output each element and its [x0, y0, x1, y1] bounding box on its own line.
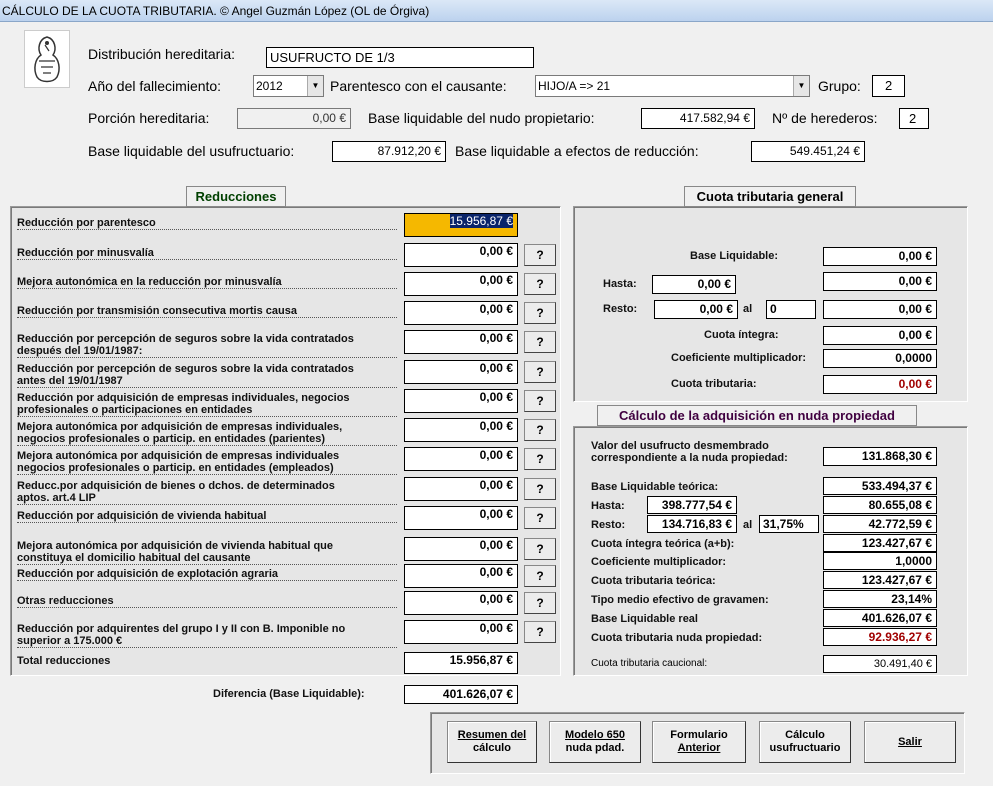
help-button[interactable]: ?: [524, 448, 556, 470]
nuda-cuota-field: 92.936,27 €: [823, 628, 937, 646]
nuda-valor-label-2: correspondiente a la nuda propiedad:: [591, 452, 788, 464]
calculo-usufructuario-button[interactable]: [759, 721, 851, 763]
nuda-integra-field: 123.427,67 €: [823, 534, 937, 552]
base-nudo-field[interactable]: 417.582,94 €: [641, 108, 755, 129]
diferencia-label: Diferencia (Base Liquidable):: [213, 688, 365, 700]
reduccion-value-field[interactable]: 0,00 €: [404, 447, 518, 471]
diferencia-field: 401.626,07 €: [404, 685, 518, 704]
reduccion-label-line-2: superior a 175.000 €: [17, 635, 397, 648]
nuda-tipo-field: 23,14%: [823, 590, 937, 608]
cg-integra-field: 0,00 €: [823, 326, 937, 345]
reduccion-label-line-2: negocios profesionales o particip. en entidades (parientes): [17, 433, 397, 446]
salir-button-label: Salir: [898, 735, 922, 748]
cg-resto-label: Resto:: [603, 303, 638, 315]
nuda-cuota-teorica-field: 123.427,67 €: [823, 571, 937, 589]
formulario-button-line-2: Anterior: [677, 742, 721, 754]
help-button[interactable]: ?: [524, 507, 556, 529]
caucional-field: 30.491,40 €: [823, 655, 937, 673]
reduccion-label-line-2: aptos. art.4 LIP: [17, 492, 397, 505]
nuda-coef-field: 1,0000: [823, 552, 937, 570]
nuda-cuota-teorica-label: Cuota tributaria teórica:: [591, 575, 716, 587]
reduccion-value-field[interactable]: 0,00 €: [404, 620, 518, 644]
modelo-650-button[interactable]: [549, 721, 641, 763]
reduccion-value-field[interactable]: 0,00 €: [404, 506, 518, 530]
formulario-button-line-1: Formulario: [670, 729, 728, 741]
help-button[interactable]: ?: [524, 419, 556, 441]
cuota-general-title: Cuota tributaria general: [684, 186, 856, 207]
help-button[interactable]: ?: [524, 390, 556, 412]
cg-base-field: 0,00 €: [823, 247, 937, 266]
cg-cuota-field: 0,00 €: [823, 375, 937, 394]
selected-value-highlight: 15.956,87 €: [449, 214, 513, 228]
base-usufr-label: Base liquidable del usufructuario:: [88, 143, 295, 159]
reduccion-label: Reducc.por adquisición de bienes o dchos. de determinados: [17, 480, 335, 492]
cg-base-label: Base Liquidable:: [690, 250, 779, 262]
cg-hasta-right-field: 0,00 €: [823, 272, 937, 291]
nuda-base-real-label: Base Liquidable real: [591, 613, 698, 625]
reduccion-label: Reducción por adquisición de explotación agraria: [17, 568, 397, 581]
salir-button[interactable]: [864, 721, 956, 763]
help-button[interactable]: ?: [524, 244, 556, 266]
help-button[interactable]: ?: [524, 273, 556, 295]
nuda-cuota-label: Cuota tributaria nuda propiedad:: [591, 632, 763, 644]
reduccion-value-field[interactable]: 0,00 €: [404, 418, 518, 442]
calculo-button-line-1: Cálculo: [785, 729, 825, 741]
reduccion-label: Reducción por transmisión consecutiva mortis causa: [17, 305, 397, 318]
base-reduccion-field[interactable]: 549.451,24 €: [751, 141, 865, 162]
resumen-button-line-1: Resumen del: [457, 729, 527, 741]
porcion-label: Porción hereditaria:: [88, 110, 210, 126]
reduccion-value-field[interactable]: 0,00 €: [404, 564, 518, 588]
logo-icon: [24, 30, 70, 88]
porcion-field: 0,00 €: [237, 108, 351, 129]
reduccion-label: Reducción por adquisición de empresas individuales, negocios: [17, 392, 350, 404]
cg-resto-field: 0,00 €: [654, 300, 738, 319]
total-reducciones-field: 15.956,87 €: [404, 652, 518, 674]
grupo-label: Grupo:: [818, 78, 861, 94]
nuda-base-real-field: 401.626,07 €: [823, 609, 937, 627]
window-title: CÁLCULO DE LA CUOTA TRIBUTARIA. © Angel Guzmán López (OL de Órgiva): [0, 0, 993, 22]
anio-select-value: 2012: [256, 79, 283, 93]
reduccion-value-field[interactable]: 0,00 €: [404, 301, 518, 325]
nuda-base-teorica-field: 533.494,37 €: [823, 477, 937, 495]
reduccion-value-field[interactable]: 0,00 €: [404, 591, 518, 615]
nuda-hasta-right-field: 80.655,08 €: [823, 496, 937, 514]
help-button[interactable]: ?: [524, 478, 556, 500]
base-reduccion-label: Base liquidable a efectos de reducción:: [455, 143, 699, 159]
nuda-valor-label-1: Valor del usufructo desmembrado: [591, 440, 769, 452]
reduccion-value-field[interactable]: 0,00 €: [404, 272, 518, 296]
cg-coef-label: Coeficiente multiplicador:: [671, 352, 807, 364]
parentesco-select-value: HIJO/A => 21: [538, 79, 611, 93]
herederos-label: Nº de herederos:: [772, 110, 878, 126]
nuda-hasta-field: 398.777,54 €: [647, 496, 737, 514]
modelo-button-line-2: nuda pdad.: [565, 742, 625, 754]
help-button[interactable]: ?: [524, 592, 556, 614]
parentesco-label: Parentesco con el causante:: [330, 78, 507, 94]
cg-al-label: al: [743, 303, 753, 315]
help-button[interactable]: ?: [524, 361, 556, 383]
reduccion-value-field[interactable]: 0,00 €: [404, 537, 518, 561]
reduccion-label: Mejora autonómica por adquisición de vivienda habitual que: [17, 540, 333, 552]
reduccion-label: Reducción por percepción de seguros sobre la vida contratados: [17, 363, 354, 375]
resumen-button[interactable]: [447, 721, 537, 763]
nuda-resto-label: Resto:: [591, 519, 626, 531]
chevron-down-icon[interactable]: ▼: [793, 76, 809, 96]
caucional-label: Cuota tributaria caucional:: [591, 658, 708, 669]
cg-integra-label: Cuota íntegra:: [704, 329, 779, 341]
nuda-coef-label: Coeficiente multiplicador:: [591, 556, 727, 568]
reduccion-label: Reducción por percepción de seguros sobre la vida contratados: [17, 333, 354, 345]
nuda-integra-label: Cuota íntegra teórica (a+b):: [591, 538, 735, 550]
reduccion-label: Reducción por minusvalía: [17, 247, 397, 260]
nuda-tipo-label: Tipo medio efectivo de gravamen:: [591, 594, 769, 606]
cg-resto-right-field: 0,00 €: [823, 300, 937, 319]
help-button[interactable]: ?: [524, 538, 556, 560]
reduccion-label-line-2: constituya el domicilio habitual del causante: [17, 552, 397, 565]
grupo-field[interactable]: 2: [872, 75, 905, 97]
total-reducciones-label: Total reducciones: [17, 655, 111, 667]
distribucion-label: Distribución hereditaria:: [88, 46, 236, 62]
parentesco-select[interactable]: [535, 75, 810, 97]
nuda-al-field: 31,75%: [759, 515, 819, 533]
chevron-down-icon[interactable]: ▼: [307, 76, 323, 96]
nuda-base-teorica-label: Base Liquidable teórica:: [591, 481, 719, 493]
cg-coef-field: 0,0000: [823, 349, 937, 368]
reduccion-label: Mejora autonómica en la reducción por minusvalía: [17, 276, 397, 289]
cg-hasta-label: Hasta:: [603, 278, 637, 290]
reduccion-value-field[interactable]: 0,00 €: [404, 360, 518, 384]
reduccion-value-field[interactable]: 0,00 €: [404, 477, 518, 501]
help-button[interactable]: ?: [524, 331, 556, 353]
reduccion-label: Otras reducciones: [17, 595, 397, 608]
nuda-al-label: al: [743, 519, 753, 531]
nuda-hasta-label: Hasta:: [591, 500, 625, 512]
reduccion-label: Reducción por parentesco: [17, 217, 397, 230]
reduccion-label-line-2: antes del 19/01/1987: [17, 375, 397, 388]
cg-cuota-label: Cuota tributaria:: [671, 378, 757, 390]
base-usufr-field[interactable]: 87.912,20 €: [332, 141, 446, 162]
resumen-button-line-2: cálculo: [473, 742, 511, 754]
help-button[interactable]: ?: [524, 621, 556, 643]
modelo-button-line-1: Modelo 650: [565, 729, 625, 741]
help-button[interactable]: ?: [524, 565, 556, 587]
anio-label: Año del fallecimiento:: [88, 78, 222, 94]
reduccion-value-field[interactable]: 0,00 €: [404, 243, 518, 267]
reduccion-label: Reducción por adquirentes del grupo I y II con B. Imponible no: [17, 623, 346, 635]
reduccion-label: Reducción por adquisición de vivienda habitual: [17, 510, 397, 523]
reduccion-label: Mejora autonómica por adquisición de empresas individuales,: [17, 421, 343, 433]
nuda-resto-field: 134.716,83 €: [647, 515, 737, 533]
reducciones-title: Reducciones: [186, 186, 286, 207]
formulario-anterior-button[interactable]: [652, 721, 746, 763]
cg-al-field: 0: [766, 300, 816, 319]
nuda-title: Cálculo de la adquisición en nuda propiedad: [597, 405, 917, 426]
reduccion-label: Mejora autonómica por adquisición de empresas individuales: [17, 450, 340, 462]
cg-hasta-field: 0,00 €: [652, 275, 736, 294]
distribucion-field[interactable]: USUFRUCTO DE 1/3: [266, 47, 534, 68]
reduccion-value-field[interactable]: 0,00 €: [404, 330, 518, 354]
reduccion-value-field[interactable]: 0,00 €: [404, 389, 518, 413]
reduccion-label-line-2: profesionales o participaciones en entidades: [17, 404, 397, 417]
herederos-field[interactable]: 2: [899, 108, 929, 129]
calculo-button-line-2: usufructuario: [769, 742, 841, 754]
help-button[interactable]: ?: [524, 302, 556, 324]
reduccion-label-line-2: negocios profesionales o particip. en entidades (empleados): [17, 462, 397, 475]
base-nudo-label: Base liquidable del nudo propietario:: [368, 110, 595, 126]
nuda-valor-field: 131.868,30 €: [823, 447, 937, 466]
reduccion-parentesco-field[interactable]: [404, 213, 518, 237]
nuda-resto-right-field: 42.772,59 €: [823, 515, 937, 533]
anio-select[interactable]: [253, 75, 324, 97]
reduccion-label-line-2: después del 19/01/1987:: [17, 345, 397, 358]
